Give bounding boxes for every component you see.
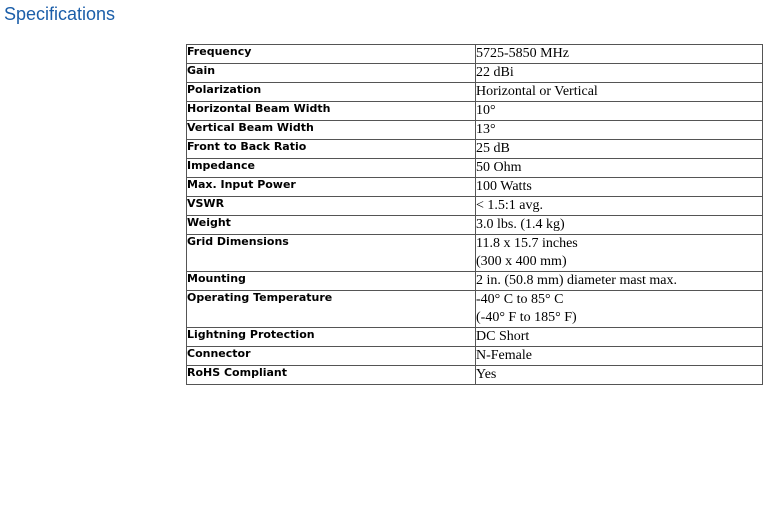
spec-value xyxy=(476,140,763,159)
spec-value-line: < 1.5:1 avg. xyxy=(476,198,543,213)
spec-value xyxy=(476,102,763,121)
spec-value-line: 5725-5850 MHz xyxy=(476,46,569,61)
spec-label: Front to Back Ratio xyxy=(187,140,476,159)
spec-value-line: 50 Ohm xyxy=(476,160,522,175)
spec-row xyxy=(187,45,763,64)
spec-value-line: 2 in. (50.8 mm) diameter mast max. xyxy=(476,273,678,288)
spec-value xyxy=(476,159,763,178)
spec-label: VSWR xyxy=(187,197,476,216)
spec-value-line: -40° C to 85° C xyxy=(476,292,564,307)
spec-value-line: Horizontal or Vertical xyxy=(476,84,598,99)
spec-value-line: 25 dB xyxy=(476,141,510,156)
spec-row xyxy=(187,159,763,178)
spec-value xyxy=(476,64,763,83)
spec-label: Frequency xyxy=(187,45,476,64)
spec-value-line: 3.0 lbs. (1.4 kg) xyxy=(476,217,565,232)
spec-value xyxy=(476,45,763,64)
spec-row xyxy=(187,64,763,83)
spec-value-line: 13° xyxy=(476,122,496,137)
spec-value-line: (300 x 400 mm) xyxy=(476,254,567,269)
spec-label: Polarization xyxy=(187,83,476,102)
spec-value-line: Yes xyxy=(476,367,497,382)
spec-value-line: DC Short xyxy=(476,329,530,344)
spec-value xyxy=(476,178,763,197)
page-title: Specifications xyxy=(4,4,116,24)
spec-row xyxy=(187,272,763,291)
spec-value-line: 11.8 x 15.7 inches xyxy=(476,236,578,251)
spec-value-line: 100 Watts xyxy=(476,179,532,194)
spec-row xyxy=(187,235,763,272)
spec-row xyxy=(187,178,763,197)
spec-row xyxy=(187,121,763,140)
spec-label: Mounting xyxy=(187,272,476,291)
spec-label: Lightning Protection xyxy=(187,328,476,347)
spec-row xyxy=(187,102,763,121)
spec-value xyxy=(476,328,763,347)
spec-value xyxy=(476,366,763,385)
spec-row xyxy=(187,347,763,366)
spec-label: Vertical Beam Width xyxy=(187,121,476,140)
spec-label: Gain xyxy=(187,64,476,83)
spec-label: RoHS Compliant xyxy=(187,366,476,385)
spec-value-line: N-Female xyxy=(476,348,532,363)
spec-value-line: (-40° F to 185° F) xyxy=(476,310,577,325)
spec-label: Connector xyxy=(187,347,476,366)
spec-label: Operating Temperature xyxy=(187,291,476,328)
spec-row xyxy=(187,216,763,235)
spec-row xyxy=(187,83,763,102)
spec-value-line: 10° xyxy=(476,103,496,118)
spec-label: Weight xyxy=(187,216,476,235)
spec-label: Grid Dimensions xyxy=(187,235,476,272)
spec-value-line: 22 dBi xyxy=(476,65,514,80)
spec-label: Horizontal Beam Width xyxy=(187,102,476,121)
spec-value xyxy=(476,272,763,291)
spec-value xyxy=(476,216,763,235)
spec-row xyxy=(187,140,763,159)
spec-value xyxy=(476,347,763,366)
spec-value xyxy=(476,83,763,102)
spec-value xyxy=(476,121,763,140)
spec-row xyxy=(187,197,763,216)
spec-value xyxy=(476,197,763,216)
spec-value xyxy=(476,235,763,272)
spec-row xyxy=(187,328,763,347)
spec-row xyxy=(187,366,763,385)
spec-label: Max. Input Power xyxy=(187,178,476,197)
spec-label: Impedance xyxy=(187,159,476,178)
spec-row xyxy=(187,291,763,328)
specifications-table xyxy=(186,44,763,385)
spec-value xyxy=(476,291,763,328)
